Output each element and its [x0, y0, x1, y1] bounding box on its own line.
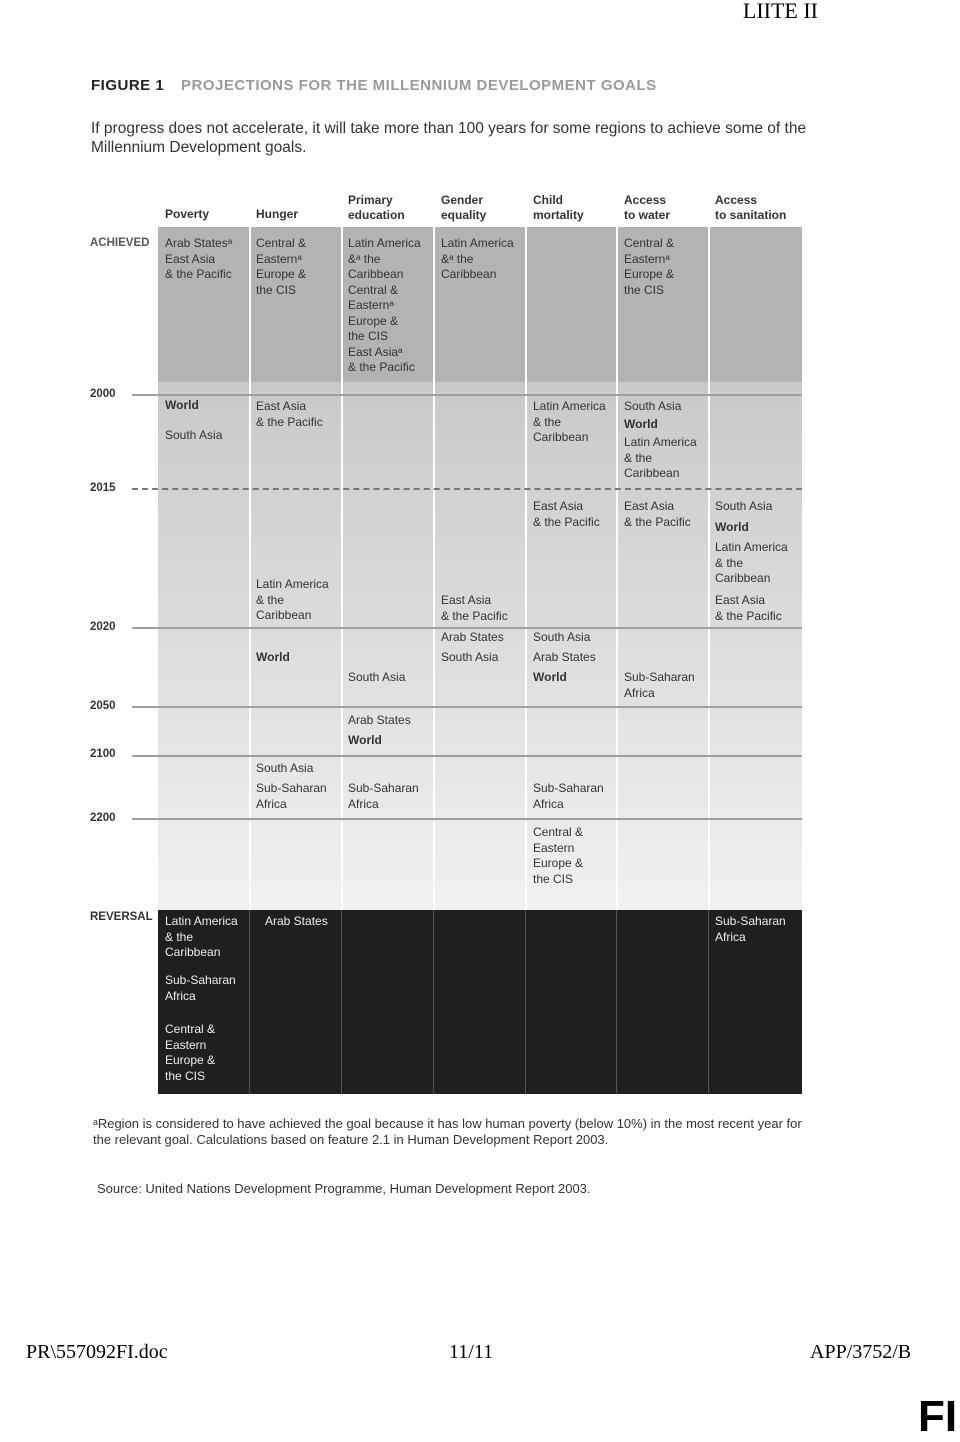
row-2200: 2200 [90, 812, 116, 824]
cell-achieved-poverty: Arab Statesᵃ East Asia & the Pacific [165, 236, 233, 281]
cell-2020-sanitation-world: World [715, 520, 749, 534]
cell-2015-hunger: East Asia & the Pacific [256, 399, 323, 429]
cell-achieved-education: Latin America &ᵃ the Caribbean Central & Easternᵃ Europe & the CIS East Asiaᵃ & the Pacific [348, 236, 421, 374]
cell-2050-child-world: World [533, 670, 567, 684]
cell-2100-education-world: World [348, 733, 382, 747]
reversal-divider [341, 910, 342, 1094]
col-divider [433, 227, 435, 911]
cell-2200-child: Sub-Saharan Africa [533, 781, 604, 811]
row-2020: 2020 [90, 621, 116, 633]
figure-footnote: ᵃRegion is considered to have achieved the goal because it has low human poverty (below 10%) in the most recent year for the relevant goal. Calculations based on feature 2.1 in Human Development Report 2003. [93, 1116, 802, 1147]
cell-2020-sanitation-latin: Latin America & the Caribbean [715, 540, 788, 585]
reversal-divider [708, 910, 709, 1094]
cell-2200-education: Sub-Saharan Africa [348, 781, 419, 811]
cell-2050-child-south-asia: South Asia [533, 630, 591, 644]
cell-2050-gender-south-asia: South Asia [441, 650, 499, 664]
line-2000 [132, 394, 802, 396]
cell-2020-water: East Asia & the Pacific [624, 499, 691, 529]
cell-2015-water-latin: Latin America & the Caribbean [624, 435, 697, 480]
cell-achieved-water: Central & Easternᵃ Europe & the CIS [624, 236, 675, 297]
row-2015: 2015 [90, 482, 116, 494]
figure-source: Source: United Nations Development Programme, Human Development Report 2003. [97, 1181, 591, 1196]
row-2100: 2100 [90, 748, 116, 760]
cell-2050-hunger-world: World [256, 650, 290, 664]
row-2050: 2050 [90, 700, 116, 712]
line-2020 [132, 627, 802, 629]
cell-2050-child-arab: Arab States [533, 650, 596, 664]
cell-2020-sanitation-east-asia: East Asia & the Pacific [715, 593, 782, 623]
cell-2015-water-world: World [624, 417, 658, 431]
col-access-sanitation: Access to sanitation [715, 193, 787, 222]
reversal-divider [249, 910, 250, 1094]
col-divider [249, 227, 251, 911]
col-divider [616, 227, 618, 911]
row-achieved: ACHIEVED [90, 237, 150, 249]
col-child-mortality: Child mortality [533, 193, 584, 222]
band-projection [158, 382, 802, 910]
col-gender-equality: Gender equality [441, 193, 487, 222]
cell-reversal-poverty-cee: Central & Eastern Europe & the CIS [165, 1022, 216, 1083]
cell-2020-child: East Asia & the Pacific [533, 499, 600, 529]
cell-2015-poverty-world: World [165, 398, 199, 412]
figure-intro: If progress does not accelerate, it will take more than 100 years for some regions to achieve some of the Millennium Development goals. [91, 120, 807, 156]
figure-title: PROJECTIONS FOR THE MILLENNIUM DEVELOPMENT GOALS [181, 77, 657, 94]
cell-2200-hunger-south-asia: South Asia [256, 761, 314, 775]
footer-doc-name: PR\557092FI.doc [26, 1341, 168, 1363]
cell-2015-poverty-south-asia: South Asia [165, 428, 223, 442]
cell-2020-gender: East Asia & the Pacific [441, 593, 508, 623]
footer-page-number: 11/11 [449, 1341, 494, 1363]
cell-2050-water: Sub-Saharan Africa [624, 670, 695, 700]
reversal-divider [433, 910, 434, 1094]
col-access-water: Access to water [624, 193, 671, 222]
line-2200 [132, 818, 802, 820]
cell-2050-gender-arab: Arab States [441, 630, 504, 644]
cell-2020-sanitation-south-asia: South Asia [715, 499, 773, 513]
cell-2100-education-arab: Arab States [348, 713, 411, 727]
cell-2015-child: Latin America & the Caribbean [533, 399, 606, 444]
row-2000: 2000 [90, 388, 116, 400]
col-poverty: Poverty [165, 207, 210, 221]
cell-2050-education: South Asia [348, 670, 406, 684]
cell-reversal-hunger: Arab States [265, 914, 328, 928]
line-2015 [132, 488, 802, 490]
cell-reversal-poverty-latin: Latin America & the Caribbean [165, 914, 238, 959]
cell-reversal-sanitation: Sub-Saharan Africa [715, 914, 786, 944]
cell-2020-hunger: Latin America & the Caribbean [256, 577, 329, 622]
col-divider [525, 227, 527, 911]
footer-reference: APP/3752/B [810, 1341, 912, 1363]
cell-achieved-gender: Latin America &ᵃ the Caribbean [441, 236, 514, 281]
cell-2200-hunger-ssa: Sub-Saharan Africa [256, 781, 327, 811]
col-primary-education: Primary education [348, 193, 405, 222]
col-divider [708, 227, 710, 911]
line-2100 [132, 755, 802, 757]
annex-label: LIITE II [742, 0, 818, 23]
cell-beyond-child: Central & Eastern Europe & the CIS [533, 825, 584, 886]
reversal-divider [525, 910, 526, 1094]
reversal-divider [616, 910, 617, 1094]
col-hunger: Hunger [256, 207, 298, 221]
line-2050 [132, 706, 802, 708]
col-divider [341, 227, 343, 911]
cell-reversal-poverty-ssa: Sub-Saharan Africa [165, 973, 236, 1003]
language-code: FI [918, 1392, 958, 1441]
figure-label: FIGURE 1 [91, 77, 165, 94]
cell-2015-water-south-asia: South Asia [624, 399, 682, 413]
cell-achieved-hunger: Central & Easternᵃ Europe & the CIS [256, 236, 307, 297]
band-reversal [158, 910, 802, 1094]
row-reversal: REVERSAL [90, 911, 153, 923]
